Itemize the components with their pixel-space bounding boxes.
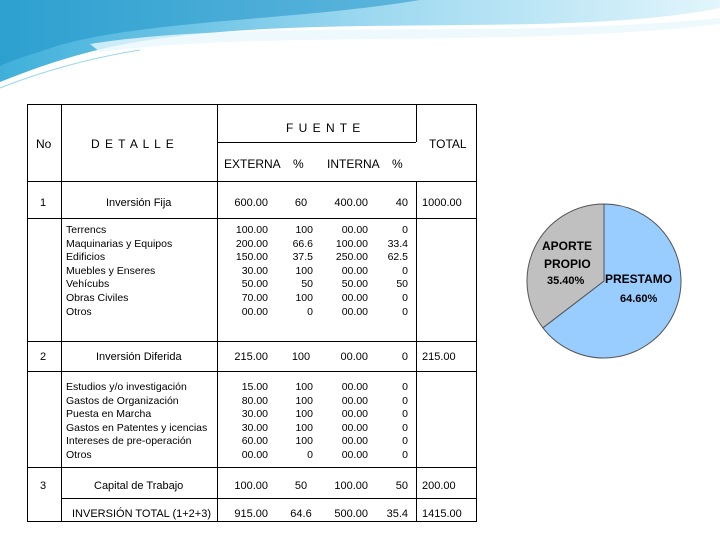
totals-interna: 500.00 xyxy=(334,508,368,520)
item-list xyxy=(66,224,172,319)
list-item: Estudios y/o investigación xyxy=(66,381,187,393)
pie-label-propio: PROPIO xyxy=(544,257,591,271)
header-interna: INTERNA xyxy=(327,157,380,171)
col-divider xyxy=(217,105,218,521)
section-pct-interna: 40 xyxy=(395,197,408,209)
list-item: Terrencs xyxy=(66,224,107,236)
list-item: 150.00 xyxy=(235,251,268,264)
list-item: 00.00 xyxy=(241,448,268,461)
list-item: 80.00 xyxy=(241,394,268,407)
header-total: TOTAL xyxy=(429,137,467,151)
header-pct-interna: % xyxy=(392,157,403,171)
header-pct-externa: % xyxy=(293,157,304,171)
list-item: 0 xyxy=(307,448,313,461)
list-item: Puesta en Marcha xyxy=(66,408,152,421)
totals-pct-interna: 35.4 xyxy=(386,508,408,520)
list-item: Intereses de pre-operación xyxy=(66,435,192,448)
item-pct-ext-list xyxy=(283,224,313,319)
list-item: 100 xyxy=(295,435,313,448)
col-divider xyxy=(416,181,417,521)
list-item: 66.6 xyxy=(292,237,313,250)
list-item: 100 xyxy=(295,224,313,236)
totals-total: 1415.00 xyxy=(422,508,462,520)
list-item: 0 xyxy=(402,224,408,236)
col-divider xyxy=(61,105,62,521)
list-item: 00.00 xyxy=(341,305,368,318)
list-item: 0 xyxy=(402,394,408,407)
list-item: Edificios xyxy=(66,251,106,264)
list-item: 50.00 xyxy=(241,278,268,291)
row-divider xyxy=(28,467,476,468)
list-item: 00.00 xyxy=(341,448,368,461)
totals-externa: 915.00 xyxy=(234,508,268,520)
list-item: 60.00 xyxy=(241,435,268,448)
pie-svg xyxy=(523,202,685,360)
list-item: 0 xyxy=(402,381,408,393)
list-item: 00.00 xyxy=(241,305,268,318)
list-item: Obras Civiles xyxy=(66,291,129,304)
decorative-banner xyxy=(0,0,720,100)
item-externa-list xyxy=(223,224,268,319)
list-item: 100 xyxy=(295,291,313,304)
list-item: 30.00 xyxy=(241,421,268,434)
section-externa: 215.00 xyxy=(234,351,268,363)
item-list xyxy=(66,381,207,463)
list-item: 0 xyxy=(402,448,408,461)
list-item: 50 xyxy=(396,278,408,291)
item-pct-int-list xyxy=(378,381,408,463)
totals-label: INVERSIÓN TOTAL (1+2+3) xyxy=(72,508,211,520)
header-detalle: D E T A L L E xyxy=(91,137,175,151)
pie-label-prestamo: PRESTAMO xyxy=(605,272,673,286)
list-item: 00.00 xyxy=(341,291,368,304)
pie-label-aporte: APORTE xyxy=(542,239,593,253)
list-item: 00.00 xyxy=(341,264,368,277)
list-item: 00.00 xyxy=(341,435,368,448)
row-divider xyxy=(28,218,476,219)
section-pct-interna: 50 xyxy=(395,480,408,492)
section-pct-externa: 60 xyxy=(294,197,308,209)
header-externa: EXTERNA xyxy=(224,157,281,171)
section-number: 1 xyxy=(40,197,47,209)
section-externa: 100.00 xyxy=(234,480,268,492)
list-item: 50.00 xyxy=(341,278,368,291)
list-item: 70.00 xyxy=(241,291,268,304)
section-title: Capital de Trabajo xyxy=(94,480,184,492)
funding-pie-chart xyxy=(523,202,685,360)
section-interna: 100.00 xyxy=(334,480,368,492)
list-item: 100.00 xyxy=(335,237,368,250)
row-divider xyxy=(28,341,476,342)
item-interna-list xyxy=(323,224,368,319)
section-pct-externa: 100 xyxy=(291,351,311,363)
row-divider xyxy=(28,371,476,372)
section-number: 3 xyxy=(40,480,47,492)
list-item: Otros xyxy=(66,448,92,461)
list-item: 0 xyxy=(402,435,408,448)
list-item: 62.5 xyxy=(387,251,408,264)
row-divider xyxy=(217,142,416,143)
section-total: 200.00 xyxy=(422,480,456,492)
list-item: 0 xyxy=(402,421,408,434)
list-item: 00.00 xyxy=(341,421,368,434)
item-pct-int-list xyxy=(378,224,408,319)
section-number: 2 xyxy=(40,351,47,363)
item-externa-list xyxy=(223,381,268,463)
section-interna: 00.00 xyxy=(340,351,368,363)
list-item: 250.00 xyxy=(335,251,368,264)
list-item: 00.00 xyxy=(341,394,368,407)
list-item: 100 xyxy=(295,264,313,277)
col-divider xyxy=(416,105,417,142)
item-pct-ext-list xyxy=(283,381,313,463)
list-item: Maquinarias y Equipos xyxy=(66,237,173,250)
section-pct-externa: 50 xyxy=(294,480,308,492)
list-item: 0 xyxy=(402,305,408,318)
list-item: 30.00 xyxy=(241,408,268,421)
section-total: 1000.00 xyxy=(422,197,462,209)
list-item: 100 xyxy=(295,421,313,434)
list-item: 100 xyxy=(295,381,313,393)
list-item: 0 xyxy=(402,264,408,277)
list-item: 50 xyxy=(301,278,313,291)
list-item: Muebles y Enseres xyxy=(66,264,156,277)
list-item: 37.5 xyxy=(292,251,313,264)
header-fuente: F U E N T E xyxy=(286,121,362,135)
row-divider xyxy=(28,181,476,182)
section-title: Inversión Fija xyxy=(106,197,172,209)
pie-value-aporte: 35.40% xyxy=(547,275,585,287)
list-item: 100.00 xyxy=(235,224,268,236)
list-item: 33.4 xyxy=(387,237,408,250)
list-item: 15.00 xyxy=(241,381,268,393)
investment-table xyxy=(27,104,477,522)
list-item: Otros xyxy=(66,305,92,318)
list-item: 30.00 xyxy=(241,264,268,277)
section-total: 215.00 xyxy=(422,351,456,363)
list-item: 200.00 xyxy=(235,237,268,250)
list-item: 100 xyxy=(295,408,313,421)
list-item: 0 xyxy=(402,408,408,421)
section-pct-interna: 0 xyxy=(401,351,408,363)
totals-pct-externa: 64.6 xyxy=(290,508,312,520)
item-interna-list xyxy=(323,381,368,463)
section-externa: 600.00 xyxy=(234,197,268,209)
section-interna: 400.00 xyxy=(334,197,368,209)
list-item: Gastos de Organización xyxy=(66,394,179,407)
list-item: Vehícubs xyxy=(66,278,110,291)
list-item: 0 xyxy=(307,305,313,318)
row-divider xyxy=(61,498,476,499)
list-item: 00.00 xyxy=(341,224,368,236)
header-no: No xyxy=(36,137,52,151)
list-item: 100 xyxy=(295,394,313,407)
list-item: 00.00 xyxy=(341,408,368,421)
list-item: 0 xyxy=(402,291,408,304)
list-item: 00.00 xyxy=(341,381,368,393)
list-item: Gastos en Patentes y icencias xyxy=(66,421,208,434)
section-title: Inversión Diferida xyxy=(96,351,182,363)
pie-value-prestamo: 64.60% xyxy=(620,293,658,305)
